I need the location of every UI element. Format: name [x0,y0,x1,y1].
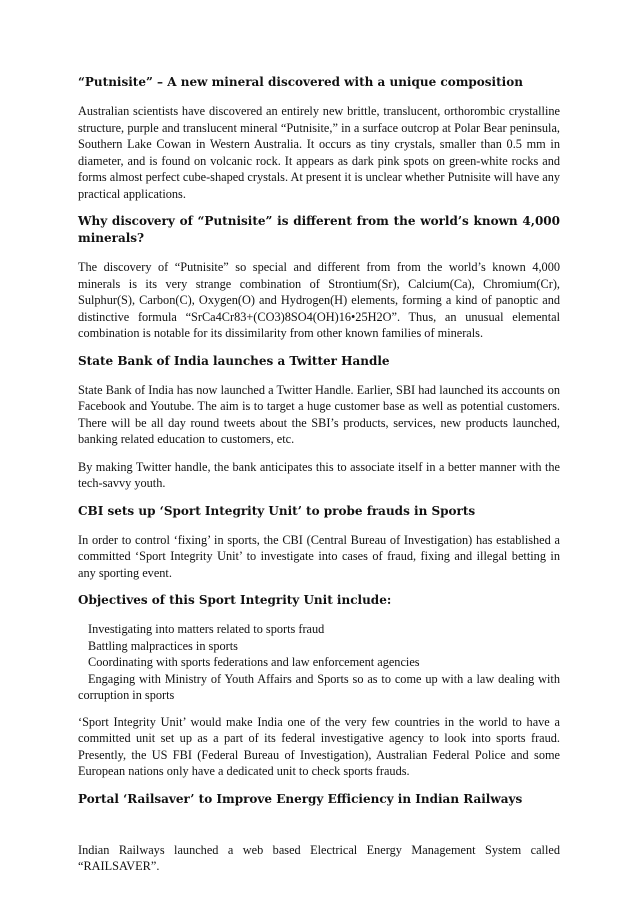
section-paragraph: Australian scientists have discovered an entirely new brittle, translucent, orthorombic crystalline structure, purple and translucent mineral “Putnisite,” in a surface outcrop at Polar Bear peninsula, Southern Lake Cowan in Western Australia. It occurs as tiny crystals, smaller than 0.5 mm in diameter, and is found on volcanic rock. It appears as dark pink spots on green-white rocks and forms almost perfect cube-shaped crystals. At present it is unclear whether Putnisite will have any practical applications. [78,104,560,201]
list-item: Coordinating with sports federations and law enforcement agencies [88,655,420,669]
section-paragraph: Indian Railways launched a web based Electrical Energy Management System called “RAILSAVER”. [78,842,560,873]
section-paragraph: ‘Sport Integrity Unit’ would make India one of the very few countries in the world to have a committed unit set up as a part of its federal investigative agency to look into sports fraud. Presently, the US FBI (Federal Bureau of Investigation), Australian Federal Police and some European nations only have a dedicated unit to check sports frauds. [78,714,560,778]
section-heading-cbi-sport-unit: CBI sets up ‘Sport Integrity Unit’ to probe frauds in Sports [78,503,476,518]
section-paragraph: In order to control ‘fixing’ in sports, the CBI (Central Bureau of Investigation) has established a committed ‘Sport Integrity Unit’ to investigate into cases of fraud, fixing and illegal betting in any sporting event. [78,532,560,580]
section-heading-putnisite: “Putnisite” – A new mineral discovered with a unique composition [78,75,523,89]
section-paragraph: The discovery of “Putnisite” so special and different from from the world’s known 4,000 minerals is its very strange combination of Strontium(Sr), Calcium(Ca), Chromium(Cr), Sulphur(S), Carbon(C), Oxygen(O) and Hydrogen(H) elements, forming a kind of panoptic and distinctive formula “SrCa4Cr83+(CO3)8SO4(OH)16•25H2O”. Thus, an unusual elemental combination is notable for its dissimilarity from other known families of minerals. [78,260,560,340]
spacer [78,820,560,842]
list-item: Engaging with Ministry of Youth Affairs and Sports so as to come up with a law dealing with corruption in sports [78,671,560,702]
section-paragraph: By making Twitter handle, the bank anticipates this to associate itself in a better manner with the tech-savvy youth. [78,459,560,490]
section-heading-sbi-twitter: State Bank of India launches a Twitter Handle [78,353,390,368]
section-heading-why-putnisite: Why discovery of “Putnisite” is different from the world’s known 4,000 minerals? [78,214,560,245]
section-heading-objectives: Objectives of this Sport Integrity Unit include: [78,593,392,607]
section-paragraph: State Bank of India has now launched a Twitter Handle. Earlier, SBI had launched its accounts on Facebook and Youtube. The aim is to target a huge customer base as well as potential customers. There will be all day round tweets about the SBI’s products, services, new products launched, banking related education to customers, etc. [78,382,560,446]
document-page [78,74,560,886]
list-item: Battling malpractices in sports [88,638,238,653]
section-heading-railsaver: Portal ‘Railsaver’ to Improve Energy Efficiency in Indian Railways [78,791,523,806]
objectives-list [78,621,560,704]
list-item: Investigating into matters related to sports fraud [88,622,325,636]
